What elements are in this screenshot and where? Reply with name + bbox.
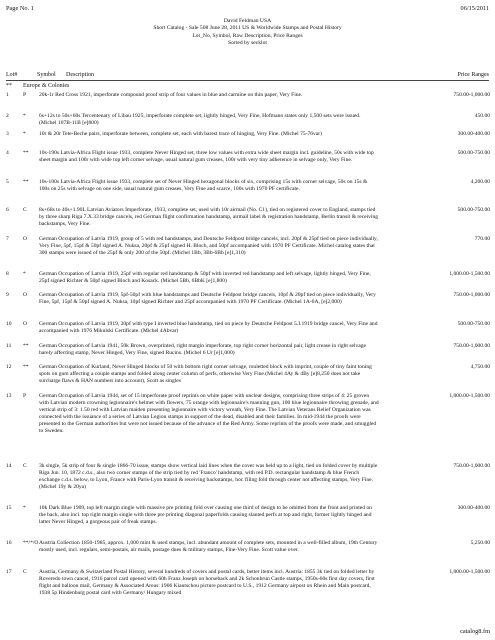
- column-header-price: Price Ranges: [457, 72, 489, 78]
- lot-price: 750.00-1,000.00: [453, 292, 490, 298]
- page-number: Page No. 1: [6, 5, 34, 12]
- lot-symbol: O: [23, 236, 28, 242]
- lot-symbol: **: [23, 343, 29, 349]
- lot-number: 17: [6, 569, 12, 575]
- footer-filename: catalog8.fm: [460, 628, 490, 635]
- lot-description: 10s-100s Latvia-Africa Flight issue 1933, complete set of Never Hinged hexagonal blocks of six, comprising 15s with corner selvage, 50s on 15s & 100s on 25s with selvage on one side, usual natural gum creases, Very Fine and scarce, 100s with 1970 PF certificate.: [39, 179, 368, 193]
- lot-description: 3k single, 5k strip of four & single 1866-70 issue, stamps show vertical laid lines when the cover was held up to a light, tied on folded cover by multiple Riga Jun. 10, 1872 c.d.s., also two corner stamps of the strip tied by red 'Franco' handstamp, with red P.D. rectangular handstamp & blue French exchange c.d.s. below, to Lyon, France with Paris-Lyon transit & receiving backstamps, hor. filing fold through center not affecting stamps, Very Fine. (Michel 19y & 20ya): [39, 463, 378, 491]
- lot-price: 4,200.00: [470, 179, 490, 185]
- lot-number: 8: [6, 271, 9, 277]
- lot-number: 7: [6, 236, 9, 242]
- column-header-description: Description: [66, 72, 94, 78]
- lot-number: 5: [6, 179, 9, 185]
- lot-price: 500.00-750.00: [457, 207, 490, 213]
- lot-symbol: **/*/O: [23, 540, 39, 546]
- lot-description: German Occupation of Latvia 1919, group of 5 with red handstamps, and Deutsche Feldpost bridge cancels, incl. 20pf & 25pf tied on piece individually, Very Fine, 5pf, 15pf & 50pf signed A. Nuksa, 20pf & 25pf signed H. Bloch, and 50pf accompanied with 1970 PF Certificate. Michel catalog states that 300 stamps were issued of the 25pf & only 200 of the 50pf. (Michel 1Bb, 3Bb-6Bb [e]1,310): [39, 236, 378, 257]
- lot-price: 500.00-750.00: [457, 150, 490, 156]
- lot-description: German Occupation of Latvia 1919, 25pf with regular red handstamp & 50pf with inverted red handstamp and left selvage, lightly hinged, Very Fine, 25pf signed Richter & 50pf signed Bloch and Kosack. (Michel 5Bb, 6BbK [e]1,800): [39, 271, 371, 285]
- lot-symbol: C: [23, 463, 27, 469]
- lot-price: 1,000.00-1,500.00: [449, 569, 490, 575]
- lot-price: 450.00: [474, 113, 490, 119]
- lot-number: 6: [6, 207, 9, 213]
- lot-number: 15: [6, 505, 12, 511]
- lot-price: 1,000.00-1,500.00: [449, 271, 490, 277]
- header-divider: [6, 80, 489, 81]
- lot-price: 300.00-400.00: [457, 131, 490, 137]
- catalog-title: Short Catalog - Sale 508 June 28, 2011 US & Worldwide Stamps and Postal History: [153, 25, 342, 32]
- lot-description: German Occupation of Latvia 1944, set of 15 imperforate proof reprints on white paper with unclear designs, comprising three strips of 4: 25 groven with Latvian modern crowning legionnaire's helmet with flowers, 75 orange with legionnaire's manning gun, 100 blue legionnaire throwing grenade, and vertical strip of 3: 1.50 red with Latvian maiden presenting legionnaire with victory wreath, Very Fine. The Latvian Veterans Relief Organization was connected with the issuance of a series of Latvian Legion stamps in support of the dead, disabled and their families. In mid-1944 the proofs were presented to the German authorities but were not issued because of the advance of the Red Army. Some reprints of the proofs were made, and smuggled to Sweden.: [39, 393, 379, 435]
- lot-number: 13: [6, 393, 12, 399]
- lot-symbol: *: [23, 271, 26, 277]
- lot-description: Austria Collection 1850-1985, approx. 1,000 mint & used stamps, incl. abundant amount of complete sets, mounted in a well-filled album, 19th Century mostly used, incl. regulars, semi-postals, air mails, postage dues & military stamps, Fine-Very Fine. Scott value over.: [39, 540, 378, 554]
- lot-symbol: *: [23, 113, 26, 119]
- lot-description: Austria, Germany & Switzerland Postal History, several hundreds of covers and postal cards, better items incl. Austria: 1855 3k tied on folded letter by Roveredo town cancel, 1916 parcel card opened with 60h Franz Joseph on horseback and 2k Schonbrun Castle stamps, 1950s-60s first day covers, first flight and balloon mail, Germany & Associated Areas: 1906 Kiautschou picture postcard to U.S., 1912 Germany airpost on Rhein and Main postcard, 1938 5p Hindenburg postal card with Germany/ Hungary mixed: [39, 569, 375, 597]
- report-header: [0, 18, 495, 47]
- lot-symbol: **: [23, 150, 29, 156]
- lot-description: 8s+68s to 40s+1.90L Latvian Aviators Imperforate, 1933, complete set, used with 10r airmail (No. C1), tied on registered cover to England, stamps tied by three sharp Riga 7.X.33 bridge cancels, red German flight confirmation handstamp, airmail label & registration handstamp, Berlin transit & receiving backstamps, Very Fine.: [39, 207, 379, 228]
- lot-symbol: P: [23, 92, 27, 98]
- lot-number: 12: [6, 364, 12, 370]
- company-name: David Feldman USA: [223, 18, 272, 24]
- lot-price: 750.00-1,000.00: [453, 463, 490, 469]
- lot-price: 500.00-750.00: [457, 321, 490, 327]
- section-title: Europe & Colonies: [23, 83, 70, 89]
- lot-price: 770.00: [474, 236, 490, 242]
- lot-number: 11: [6, 343, 12, 349]
- lot-description: 20k-1r Red Cross 1921, imperforate compound proof strip of four values in blue and carmine on thin paper, Very Fine.: [39, 92, 303, 98]
- lot-price: 4,750.00: [470, 364, 490, 370]
- lot-symbol: *: [23, 505, 26, 511]
- column-header-lot: Lot#: [6, 72, 18, 78]
- lot-description: 6s+12s to 50s+60s Tercentenary of Libau 1925, imperforate complete set, lightly hinged, Very Fine, Hofmann states only 1,500 sets were issued. (Michel 107B-11B [e]800): [39, 113, 361, 127]
- lot-description: 10k Dark Blue 1909, top left margin single with massive pre printing fold over causing one third of design to be omitted from the front and printed on the back, also incl. top right margin single with three pre printing diagonal paperfolds causing slanted perfs at top and right, former lightly hinged and latter Never Hinged, a gorgeous pair of freak stamps.: [39, 505, 372, 526]
- section-symbol: **: [6, 83, 12, 89]
- lot-number: 16: [6, 540, 12, 546]
- lot-price: 750.00-1,000.00: [453, 92, 490, 98]
- lot-symbol: P: [23, 393, 27, 399]
- lot-description: 10s-190s Latvia-Africa Flight issue 1933, complete Never Hinged set, three low values with extra wide sheet margin incl. guideline, 50s with wide top sheet margin and 100r with wide top left corner selvage, usual natural gum creases, 100r with very tiny adherence in selvage only, Very Fine.: [39, 150, 374, 164]
- lot-number: 3: [6, 131, 9, 137]
- lot-number: 2: [6, 113, 9, 119]
- lot-symbol: *: [23, 131, 26, 137]
- lot-description: German Occupation of Kurland, Never Hinged blocks of 50 with bottom right corner selvage, rouletted block with imprint, couple of tiny faint toning spots on gum affecting a couple stamps and folded along center column of perfs, otherwise Very Fine.(Michel 4Ay & 4By [e]8,250 does not take surcharge flaws & HAN numbers into account), Scott as singles: [39, 364, 372, 385]
- lot-symbol: **: [23, 179, 29, 185]
- lot-price: 750.00-1,000.00: [453, 343, 490, 349]
- lot-number: 10: [6, 321, 12, 327]
- print-date: 06/15/2011: [460, 5, 489, 12]
- lot-number: 4: [6, 150, 9, 156]
- lot-number: 14: [6, 463, 12, 469]
- lot-description: German Occupation of Latvia 1919, 20pf with type I inverted blue handstamp, tied on piece by Deutsche Feldpost 5.I.1919 bridge cancel, Very Fine and accompanied with 1976 Mikulski Certificate. (Michel 4Abvar): [39, 321, 378, 335]
- lot-number: 1: [6, 92, 9, 98]
- lot-symbol: O: [23, 321, 28, 327]
- lot-description: German Occupation of Latvia 1941, 50k Brown, overprinted, right margin imperforate, top right corner horizontal pair, light crease in right selvage barely affecting stamp, Never Hinged, Very Fine, signed Rucins. (Michel 6 Ur [e]1,000): [39, 343, 366, 357]
- field-list: Lot_No, Symbol, Raw Description, Price Ranges: [192, 32, 303, 39]
- lot-symbol: **: [23, 364, 29, 370]
- lot-symbol: C: [23, 569, 27, 575]
- lot-price: 1,000.00-1,500.00: [449, 393, 490, 399]
- lot-symbol: C: [23, 207, 27, 213]
- lot-description: 10r & 20r Tete-Beche pairs, imperforate between, complete set, each with barest trace of hinging, Very Fine. (Michel 75-76var): [39, 131, 322, 137]
- column-header-symbol: Symbol: [37, 72, 56, 78]
- sort-order: Sorted by secklot: [228, 39, 267, 46]
- lot-price: 300.00-400.00: [457, 505, 490, 511]
- lot-number: 9: [6, 292, 9, 298]
- lot-description: German Occupation of Latvia 1919, 5pf-50pf with blue handstamps and Deutsche Feldpost bridge cancels, 10pf & 20pf tied on piece individually, Very Fine, 5pf, 15pf & 50pf signed A. Nuksa, 10pf signed Richter and 25pf accompanied with 1970 PF Certificate. (Michel 1A-6A, [e]2,000): [39, 292, 376, 306]
- lot-symbol: O: [23, 292, 28, 298]
- lot-price: 5,250.00: [470, 540, 490, 546]
